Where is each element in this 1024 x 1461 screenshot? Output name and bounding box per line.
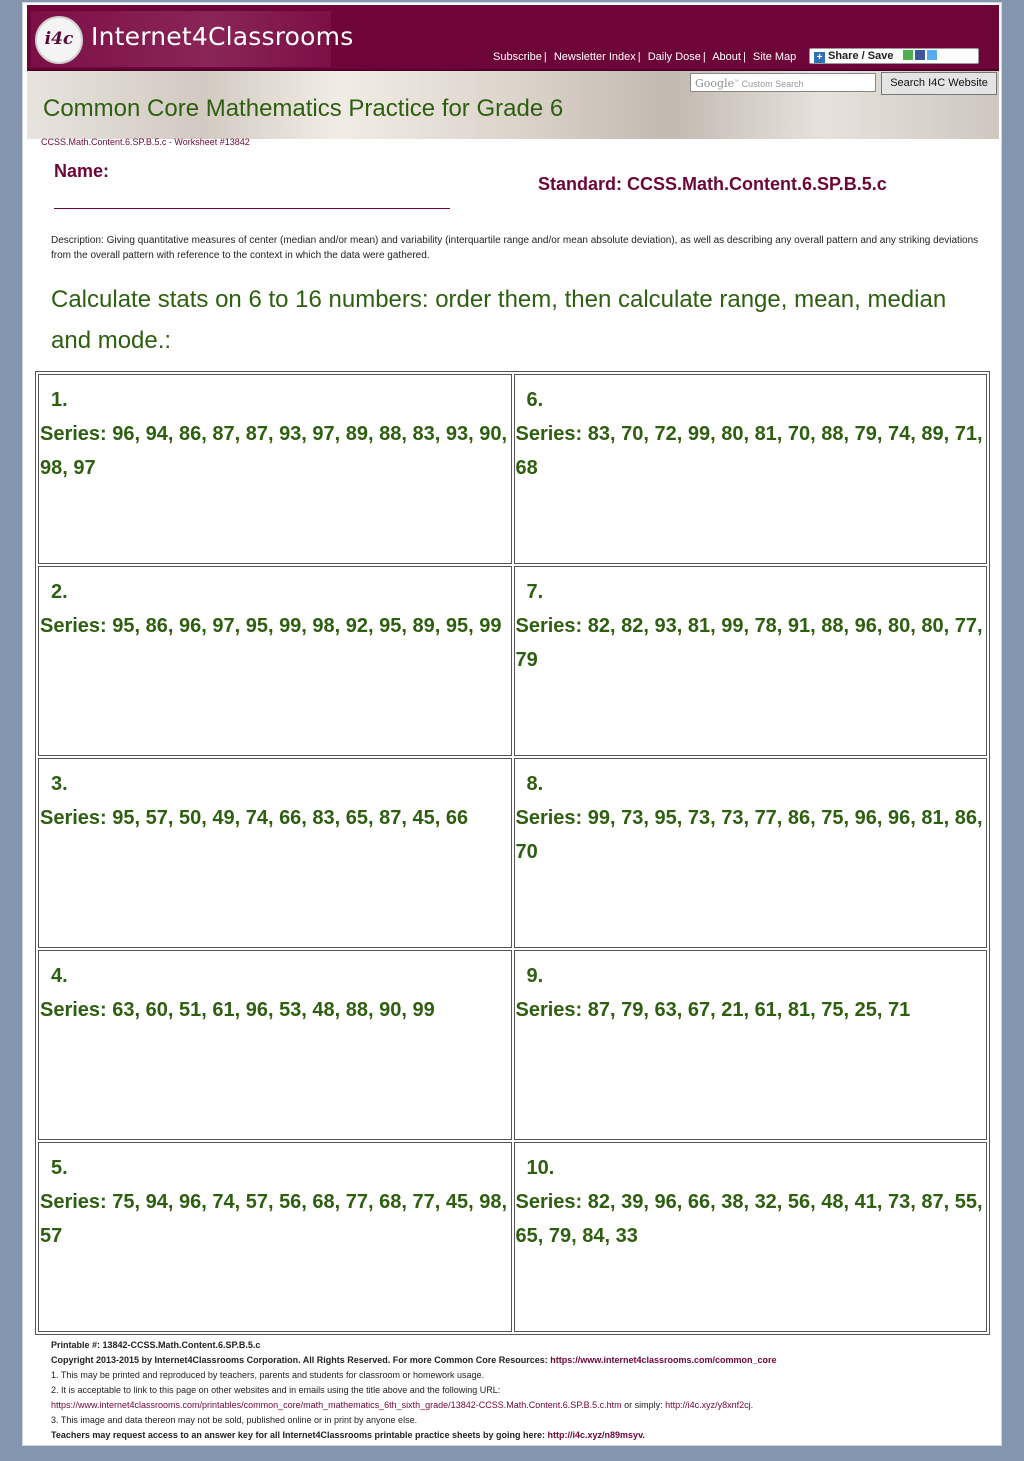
problem-cell	[38, 566, 512, 756]
problem-cell	[514, 950, 988, 1140]
instructions-text: Calculate stats on 6 to 16 numbers: order them, then calculate range, mean, median and mode.:	[51, 286, 947, 354]
problem-cell	[514, 374, 988, 564]
problem-series: Series: 95, 86, 96, 97, 95, 99, 98, 92, 95, 89, 95, 99	[40, 615, 502, 637]
google-logo: Google	[695, 77, 735, 90]
problem-cell	[514, 758, 988, 948]
name-line	[54, 208, 450, 209]
usage-line-1: 1. This may be printed and reproduced by teachers, parents and students for classroom or homework usage.	[51, 1370, 485, 1380]
description-text: Description: Giving quantitative measures of center (median and/or mean) and variability (interquartile range and/or mean absolute deviation), as well as describing any overall pattern and any striking deviations from the overall pattern with reference to the context in which the data were gathered.	[51, 235, 979, 261]
answer-key-line: Teachers may request access to an answer key for all Internet4Classrooms printable practice sheets by going here: http://i4c.xyz/n89msyv.	[51, 1430, 645, 1440]
problem-series: Series: 99, 73, 95, 73, 73, 77, 86, 75, 96, 96, 81, 86, 70	[515, 807, 983, 863]
nav-site-map[interactable]: Site Map	[752, 51, 797, 63]
share-save-button[interactable]: + Share / Save	[809, 48, 979, 64]
nav-subscribe[interactable]: Subscribe	[493, 51, 542, 63]
problem-number: 9.	[526, 965, 544, 987]
title-banner	[27, 71, 999, 139]
problem-series: Series: 63, 60, 51, 61, 96, 53, 48, 88, 90, 99	[40, 999, 435, 1021]
problem-cell	[38, 950, 512, 1140]
problem-cell	[514, 1142, 988, 1332]
problem-series: Series: 83, 70, 72, 99, 80, 81, 70, 88, 79, 74, 89, 71, 68	[515, 423, 983, 479]
problem-number: 8.	[526, 773, 544, 795]
footer	[51, 1338, 991, 1443]
twitter-share-icon[interactable]	[927, 50, 937, 60]
logo-badge-icon: i4c	[35, 16, 83, 64]
nav-about[interactable]: About	[712, 51, 741, 63]
nav-newsletter-index[interactable]: Newsletter Index	[553, 51, 636, 63]
problem-number: 2.	[51, 581, 68, 603]
usage-line-2: 2. It is acceptable to link to this page on other websites and in emails using the title above and the following URL:	[51, 1385, 501, 1395]
answer-key-link[interactable]: http://i4c.xyz/n89msyv.	[547, 1430, 645, 1440]
problem-number: 5.	[51, 1157, 68, 1179]
page-container	[22, 2, 1002, 1446]
standard-label: Standard: CCSS.Math.Content.6.SP.B.5.c	[538, 174, 887, 194]
name-label: Name:	[54, 161, 110, 181]
problem-series: Series: 75, 94, 96, 74, 57, 56, 68, 77, 68, 77, 45, 98, 57	[40, 1191, 508, 1247]
site-header	[27, 5, 999, 71]
url-line: https://www.internet4classrooms.com/printables/common_core/math_mathematics_6th_sixth_grade/13842-CCSS.Math.Content.6.SP.B.5.c.htm or simply: http://i4c.xyz/y8xnf2cj.	[51, 1400, 754, 1410]
facebook-share-icon[interactable]	[915, 50, 925, 60]
worksheet-breadcrumb: CCSS.Math.Content.6.SP.B.5.c - Worksheet #13842	[41, 137, 250, 147]
short-url-link[interactable]: http://i4c.xyz/y8xnf2cj.	[665, 1400, 754, 1410]
site-logo[interactable]	[31, 11, 354, 67]
common-core-link[interactable]: https://www.internet4classrooms.com/common_core	[550, 1355, 777, 1365]
page-title: Common Core Mathematics Practice for Grade 6	[43, 95, 564, 122]
top-nav: Subscribe | Newsletter Index | Daily Dose | About | Site Map	[493, 51, 797, 63]
problem-number: 4.	[51, 965, 68, 987]
copyright-line: Copyright 2013-2015 by Internet4Classrooms Corporation. All Rights Reserved. For more Common Core Resources: https://www.internet4classrooms.com/common_core	[51, 1355, 777, 1365]
usage-line-3: 3. This image and data thereon may not be sold, published online or in print by anyone else.	[51, 1415, 418, 1425]
problem-series: Series: 82, 39, 96, 66, 38, 32, 56, 48, 41, 73, 87, 55, 65, 79, 84, 33	[515, 1191, 983, 1247]
problem-cell	[38, 1142, 512, 1332]
printable-number: Printable #: 13842-CCSS.Math.Content.6.SP.B.5.c	[51, 1340, 261, 1350]
search-button[interactable]: Search I4C Website	[881, 72, 997, 95]
problem-cell	[38, 758, 512, 948]
share-plus-icon: +	[814, 52, 825, 63]
problem-number: 7.	[526, 581, 544, 603]
problem-series: Series: 95, 57, 50, 49, 74, 66, 83, 65, 87, 45, 66	[40, 807, 469, 829]
problem-number: 10.	[526, 1157, 555, 1179]
problems-grid	[35, 371, 990, 1335]
long-url-link[interactable]: https://www.internet4classrooms.com/printables/common_core/math_mathematics_6th_sixth_grade/13842-CCSS.Math.Content.6.SP.B.5.c.htm	[51, 1400, 622, 1410]
problem-series: Series: 96, 94, 86, 87, 87, 93, 97, 89, 88, 83, 93, 90, 98, 97	[40, 423, 508, 479]
problem-number: 3.	[51, 773, 68, 795]
problem-series: Series: 82, 82, 93, 81, 99, 78, 91, 88, 96, 80, 80, 77, 79	[515, 615, 983, 671]
email-share-icon[interactable]	[903, 50, 913, 60]
logo-text: Internet4Classrooms	[91, 22, 354, 51]
problem-cell	[38, 374, 512, 564]
problem-cell	[514, 566, 988, 756]
search-input[interactable]: Google™ Custom Search	[690, 73, 876, 92]
nav-daily-dose[interactable]: Daily Dose	[647, 51, 701, 63]
problem-series: Series: 87, 79, 63, 67, 21, 61, 81, 75, 25, 71	[515, 999, 911, 1021]
problem-number: 6.	[526, 389, 544, 411]
problem-number: 1.	[51, 389, 68, 411]
